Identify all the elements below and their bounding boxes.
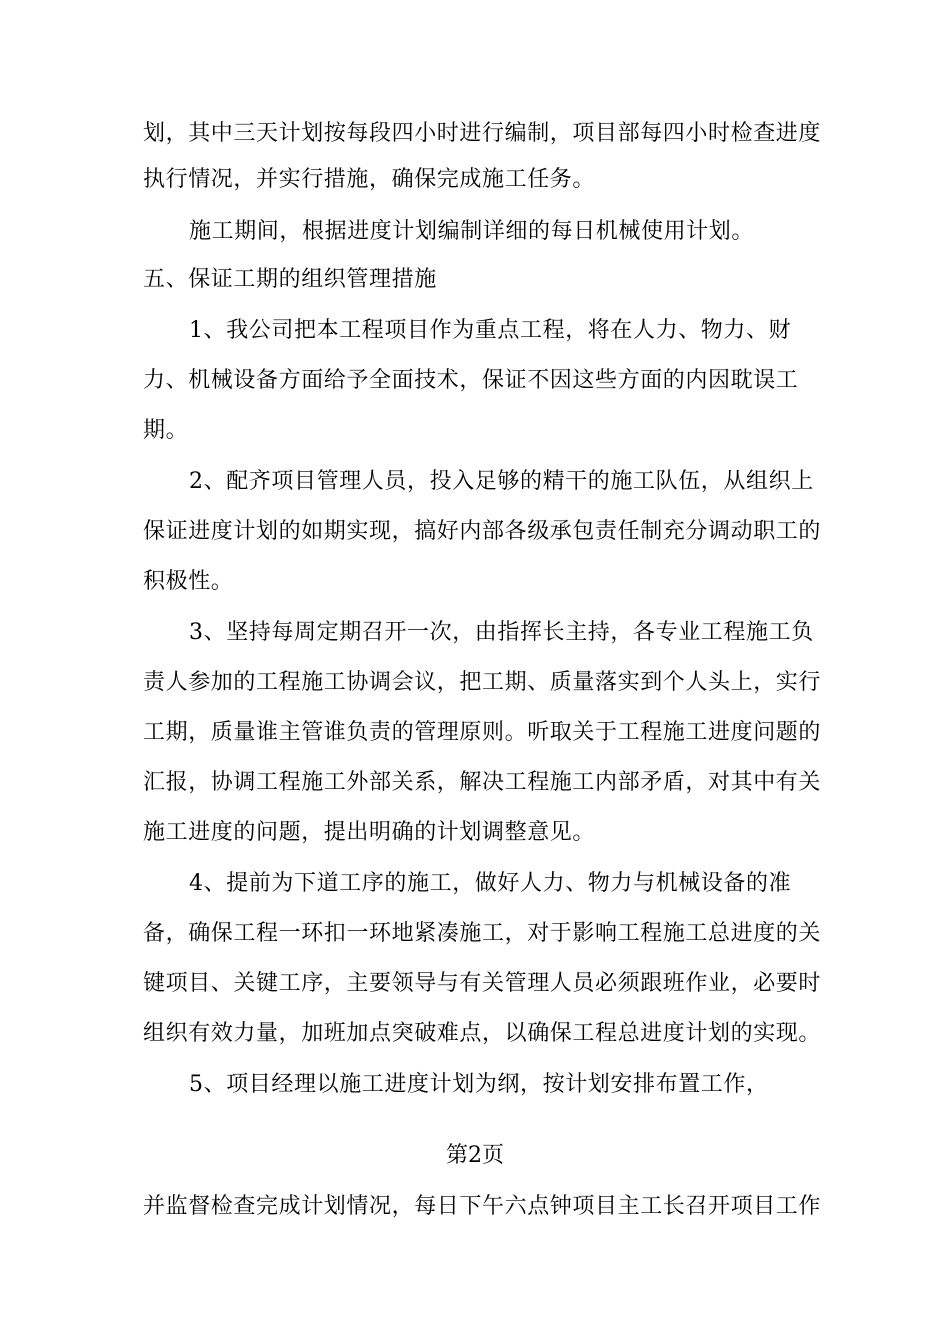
text-line: 施工进度的问题，提出明确的计划调整意见。 bbox=[143, 820, 596, 845]
text-line: 3、坚持每周定期召开一次，由指挥长主持，各专业工程施工负 bbox=[189, 620, 814, 645]
text-line: 力、机械设备方面给予全面技术，保证不因这些方面的内因耽误工 bbox=[143, 368, 799, 393]
text-line: 2、配齐项目管理人员，投入足够的精干的施工队伍，从组织上 bbox=[189, 469, 814, 494]
text-line: 划，其中三天计划按每段四小时进行编制，项目部每四小时检查进度 bbox=[143, 121, 822, 146]
text-line: 积极性。 bbox=[143, 569, 234, 594]
text-line: 1、我公司把本工程项目作为重点工程，将在人力、物力、财 bbox=[189, 318, 792, 343]
text-line: 保证进度计划的如期实现，搞好内部各级承包责任制充分调动职工的 bbox=[143, 519, 822, 544]
text-line: 5、项目经理以施工进度计划为纲，按计划安排布置工作， bbox=[189, 1072, 769, 1097]
text-line: 组织有效力量，加班加点突破难点，以确保工程总进度计划的实现。 bbox=[143, 1021, 822, 1046]
text-line: 汇报，协调工程施工外部关系，解决工程施工内部矛盾，对其中有关 bbox=[143, 770, 822, 795]
text-line: 4、提前为下道工序的施工，做好人力、物力与机械设备的准 bbox=[189, 871, 792, 896]
text-line: 备，确保工程一环扣一环地紧凑施工，对于影响工程施工总进度的关 bbox=[143, 921, 822, 946]
text-line: 键项目、关键工序，主要领导与有关管理人员必须跟班作业，必要时 bbox=[143, 971, 822, 996]
text-line: 责人参加的工程施工协调会议，把工期、质量落实到个人头上，实行 bbox=[143, 670, 822, 695]
text-line: 工期，质量谁主管谁负责的管理原则。听取关于工程施工进度问题的 bbox=[143, 720, 822, 745]
text-line: 执行情况，并实行措施，确保完成施工任务。 bbox=[143, 167, 596, 192]
text-line: 施工期间，根据进度计划编制详细的每日机械使用计划。 bbox=[189, 219, 755, 244]
page-number: 第2页 bbox=[446, 1143, 504, 1168]
text-line: 并监督检查完成计划情况，每日下午六点钟项目主工长召开项目工作 bbox=[143, 1194, 822, 1219]
text-line: 期。 bbox=[143, 418, 189, 443]
section-heading: 五、保证工期的组织管理措施 bbox=[143, 267, 437, 292]
